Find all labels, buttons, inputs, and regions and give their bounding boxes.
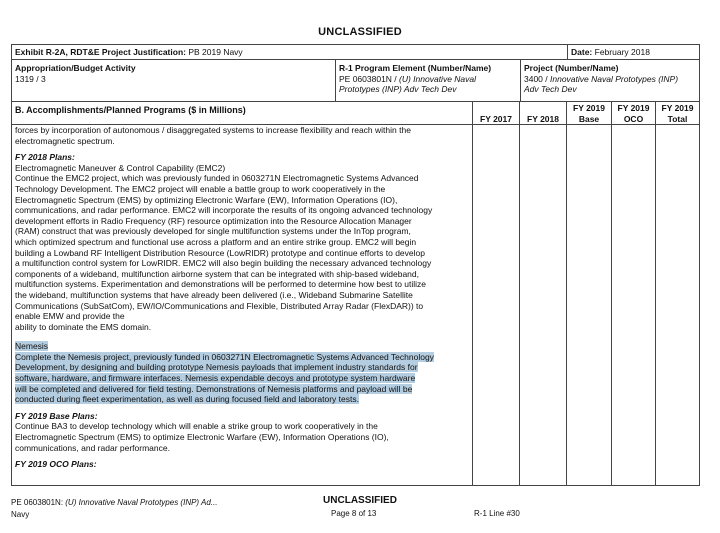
project-cell [520, 60, 699, 101]
emc2-line: (RAM) construct that was previously developed for single multifunction systems under the InTop program, [15, 226, 411, 237]
fy2019-base-plans-heading: FY 2019 Base Plans: [15, 410, 98, 421]
emc2-line: development efforts in Radio Frequency (RF) resource optimization into the Resource Allocation Manager [15, 215, 412, 226]
exhibit-sheet [11, 44, 700, 486]
nemesis-line: conducted during fleet experimentation, as well as during focused field and laboratory tests. [15, 394, 359, 405]
emc2-line: Electromagnetic Maneuver & Control Capability (EMC2) [15, 162, 226, 173]
emc2-line: Electromagnetic Spectrum (EMS) by optimizing Electronic Warfare (EW), Information Operations (IO), [15, 194, 398, 205]
exhibit-value: PB 2019 Navy [188, 47, 243, 57]
project-number: 3400 / [524, 73, 550, 84]
date-label: Date: [571, 47, 593, 57]
column-divider [519, 102, 520, 485]
program-element-cell [335, 60, 520, 101]
appropriation-cell [12, 60, 335, 101]
fy-col-header-5: FY 2019 Total [655, 102, 699, 125]
appropriation-value: 1319 / 3 [15, 73, 46, 84]
intro-line-1: forces by incorporation of autonomous / disaggregated systems to increase flexibility and reach within the [15, 125, 411, 135]
program-element-number: PE 0603801N / [339, 73, 400, 84]
fy-col-header-1: FY 2017 [472, 102, 519, 125]
emc2-line: a multifunction control system for LowRIDR. EMC2 will also begin building the necessary advanced technology [15, 258, 432, 269]
intro-line-2: electromagnetic spectrum. [15, 135, 115, 146]
exhibit-cell [12, 45, 567, 59]
emc2-line: Communications (SubSatCom), EW/IO/Communications and Flexible, Distributed Array Radar (FlexDAR)) to [15, 300, 424, 311]
nemesis-line: software, hardware, and firmware interfaces. Nemesis expendable decoys and prototype system hardware [15, 373, 416, 384]
appropriation-label: Appropriation/Budget Activity [15, 63, 136, 73]
exhibit-label: Exhibit R-2A, RDT&E Project Justification: [15, 47, 186, 57]
project-label: Project (Number/Name) [524, 63, 619, 73]
fy-col-header-4: FY 2019 OCO [611, 102, 655, 125]
footer-component: Navy [11, 510, 30, 519]
fy2019-base-line: Continue BA3 to develop technology which will enable a strike group to work cooperatively in the [15, 421, 378, 432]
emc2-line: components of a wideband, multifunction airborne system that can be integrated with ship-based wideband, [15, 268, 419, 279]
nemesis-line: Complete the Nemesis project, previously funded in 0603271N Electromagnetic Systems Advanced Technology [15, 351, 434, 362]
fy2019-base-line: Electromagnetic Spectrum (EMS) to optimize Electronic Warfare (EW), Information Operations (IO), [15, 432, 389, 443]
fy2019-oco-plans-heading: FY 2019 OCO Plans: [15, 459, 97, 470]
emc2-line: ability to dominate the EMS domain. [15, 321, 152, 332]
program-element-name-2: Prototypes (INP) Adv Tech Dev [339, 84, 457, 94]
date-value: February 2018 [594, 47, 650, 57]
column-divider [611, 102, 612, 485]
program-element-label: R-1 Program Element (Number/Name) [339, 63, 492, 73]
emc2-line: multifunction systems. Experimentation and demonstrations will be performed to determine how best to utilize [15, 279, 427, 290]
footer-pe-name: (U) Innovative Naval Prototypes (INP) Ad... [65, 498, 218, 507]
section-title: B. Accomplishments/Planned Programs ($ in Millions) [15, 105, 246, 115]
classification-header: UNCLASSIFIED [318, 26, 402, 38]
exhibit-row [12, 45, 699, 60]
project-name-2: Adv Tech Dev [524, 84, 577, 94]
fy-col-header-3: FY 2019 Base [566, 102, 611, 125]
program-element-name-1: (U) Innovative Naval [399, 73, 477, 84]
program-row [12, 60, 699, 102]
footer-classification: UNCLASSIFIED [323, 495, 397, 506]
nemesis-line: will be completed and delivered for field testing. Demonstrations of Nemesis platforms and payload will be [15, 383, 413, 394]
footer-page-number: Page 8 of 13 [331, 509, 377, 518]
fy-col-header-2: FY 2018 [519, 102, 566, 125]
section-header-row [12, 102, 699, 125]
footer-pe-label: PE 0603801N: [11, 498, 66, 507]
nemesis-line: Nemesis [15, 341, 49, 352]
footer-r1-line: R-1 Line #30 [474, 509, 520, 518]
nemesis-line: Development, by designing and building prototype Nemesis payloads that implement industry standards for [15, 362, 418, 373]
emc2-line: communications, and radar performance. EMC2 will incorporate the results of its ongoing advanced technology [15, 205, 433, 216]
narrative-body [15, 125, 475, 470]
nemesis-paragraph-selected[interactable] [15, 341, 475, 405]
column-divider [655, 102, 656, 485]
column-divider [566, 102, 567, 485]
emc2-line: building a Lowband RF Intelligent Distribution Resource (LowRIDR) prototype and continue efforts to develop [15, 247, 425, 258]
emc2-line: the wideband, multifunction systems that have already been delivered (i.e., Wideband Submarine Satellite [15, 289, 413, 300]
emc2-line: Continue the EMC2 project, which was previously funded in 0603271N Electromagnetic Systems Advanced [15, 173, 419, 184]
project-name-1: Innovative Naval Prototypes (INP) [550, 73, 679, 84]
date-cell [567, 45, 699, 59]
fy2019-base-line: communications, and radar performance. [15, 442, 170, 453]
emc2-line: Technology Development. The EMC2 project will enable a battle group to work cooperatively in the [15, 183, 386, 194]
emc2-line: enable EMW and provide the [15, 311, 125, 322]
emc2-line: which optimized spectrum and functional use across a platform and an entire strike group. EMC2 will begin [15, 236, 417, 247]
emc2-paragraph [15, 163, 475, 333]
fy2018-plans-heading: FY 2018 Plans: [15, 152, 75, 163]
